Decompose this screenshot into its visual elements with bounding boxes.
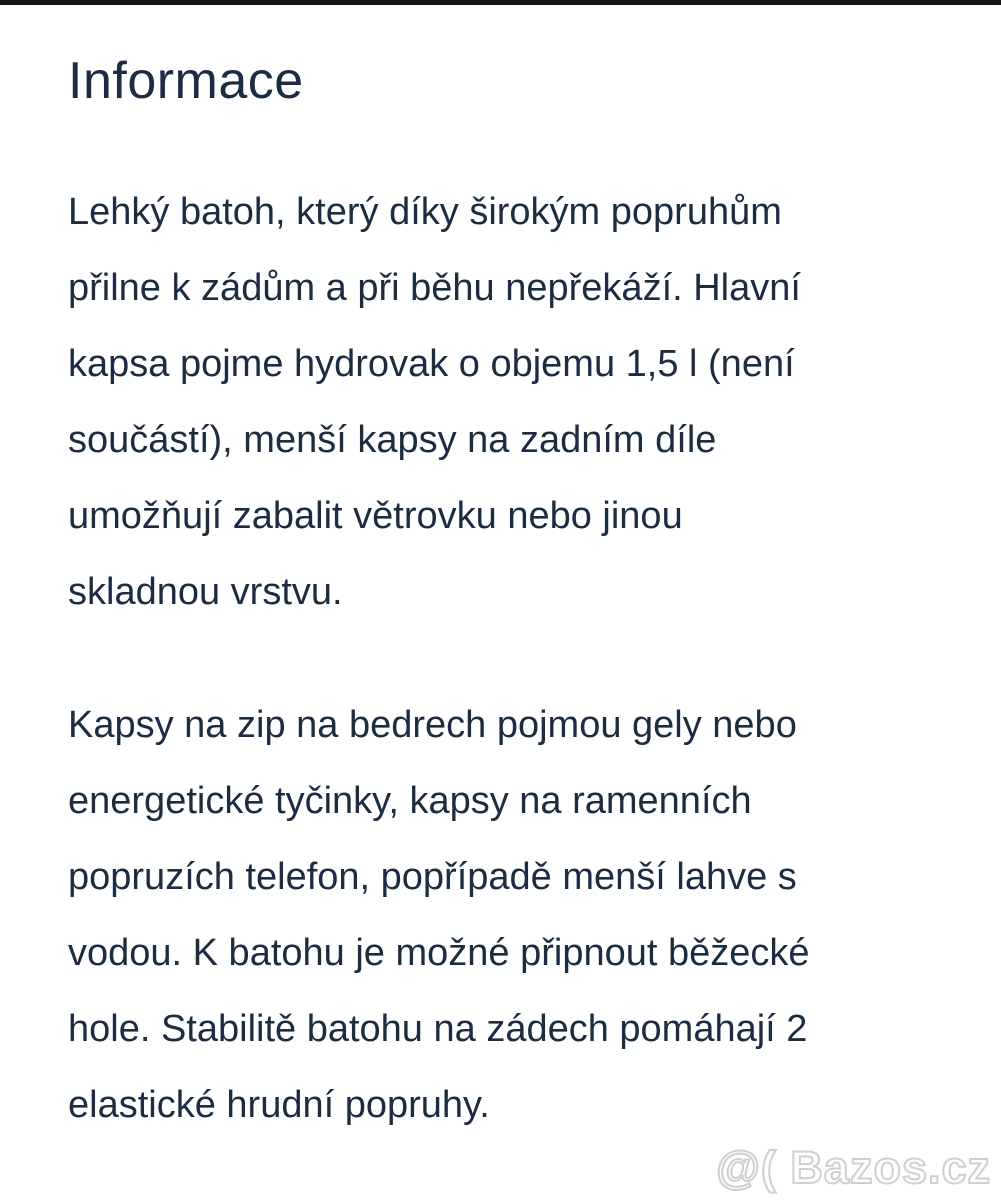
- description-section: [0, 5, 1001, 1143]
- text-line: vodou. K batohu je možné připnout běžecké: [68, 932, 810, 974]
- description-paragraph: [68, 174, 941, 630]
- description-paragraph: [68, 687, 941, 1143]
- text-line: Kapsy na zip na bedrech pojmou gely nebo: [68, 704, 797, 746]
- bazos-watermark: @( Bazos.cz: [716, 1142, 991, 1193]
- text-line: elastické hrudní popruhy.: [68, 1084, 490, 1126]
- section-heading: Informace: [68, 52, 304, 110]
- text-line: součástí), menší kapsy na zadním díle: [68, 419, 717, 461]
- text-line: Lehký batoh, který díky širokým popruhům: [68, 191, 782, 233]
- text-line: umožňují zabalit větrovku nebo jinou: [68, 495, 683, 537]
- text-line: hole. Stabilitě batohu na zádech pomáhají 2: [68, 1008, 808, 1050]
- text-line: přilne k zádům a při běhu nepřekáží. Hlavní: [68, 267, 801, 309]
- text-line: kapsa pojme hydrovak o objemu 1,5 l (není: [68, 343, 795, 385]
- text-line: energetické tyčinky, kapsy na ramenních: [68, 780, 752, 822]
- text-line: skladnou vrstvu.: [68, 571, 343, 613]
- text-line: popruzích telefon, popřípadě menší lahve s: [68, 856, 797, 898]
